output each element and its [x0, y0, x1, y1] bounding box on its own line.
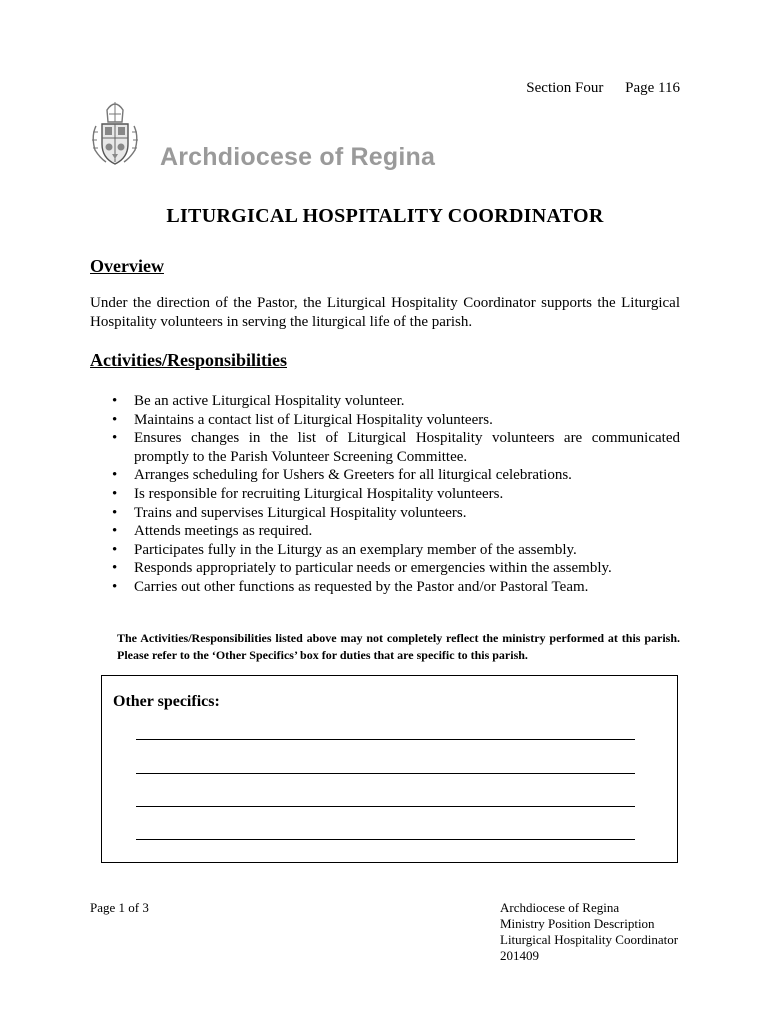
footer-org: Archdiocese of Regina	[500, 900, 620, 915]
other-specifics-label: Other specifics:	[113, 693, 220, 710]
responsibilities-list	[108, 392, 680, 597]
footer-page-count: Page 1 of 3	[90, 900, 149, 915]
writing-line[interactable]	[136, 806, 635, 807]
document-title: LITURGICAL HOSPITALITY COORDINATOR	[166, 205, 604, 227]
list-item: • Maintains a contact list of Liturgical Hospitality volunteers.	[108, 411, 680, 430]
list-item: • Trains and supervises Liturgical Hospitality volunteers.	[108, 504, 680, 523]
list-item: • Is responsible for recruiting Liturgical Hospitality volunteers.	[108, 485, 680, 504]
footer-doc-type: Ministry Position Description	[500, 916, 655, 931]
overview-heading: Overview	[90, 256, 164, 276]
organization-name: Archdiocese of Regina	[160, 143, 436, 171]
list-item: • Arranges scheduling for Ushers & Greeters for all liturgical celebrations.	[108, 466, 680, 485]
writing-line[interactable]	[136, 773, 635, 774]
section-page-header	[526, 80, 680, 97]
list-item: • Ensures changes in the list of Liturgical Hospitality volunteers are communicated promptly to the Parish Volunteer Screening Committee.	[108, 429, 680, 466]
disclaimer-notice: The Activities/Responsibilities listed above may not completely reflect the ministry performed at this parish. Please refer to the ‘Other Specifics’ box for duties that are specific to this parish.	[117, 631, 680, 662]
section-label: Section Four	[526, 80, 604, 96]
other-specifics-box	[101, 675, 678, 863]
footer-position: Liturgical Hospitality Coordinator	[500, 932, 679, 947]
list-item: • Carries out other functions as requested by the Pastor and/or Pastoral Team.	[108, 578, 680, 597]
writing-line[interactable]	[136, 839, 635, 840]
footer-code: 201409	[500, 948, 539, 963]
writing-line[interactable]	[136, 739, 635, 740]
overview-paragraph: Under the direction of the Pastor, the Liturgical Hospitality Coordinator supports the Liturgical Hospitality volunteers in serving the liturgical life of the parish.	[90, 295, 680, 330]
diocesan-crest-icon	[88, 96, 142, 170]
responsibilities-heading: Activities/Responsibilities	[90, 350, 287, 370]
list-item: • Be an active Liturgical Hospitality volunteer.	[108, 392, 680, 411]
page-number: Page 116	[625, 80, 680, 96]
footer-document-info	[500, 900, 678, 964]
list-item: • Participates fully in the Liturgy as an exemplary member of the assembly.	[108, 541, 680, 560]
list-item: • Attends meetings as required.	[108, 522, 680, 541]
list-item: • Responds appropriately to particular needs or emergencies within the assembly.	[108, 559, 680, 578]
